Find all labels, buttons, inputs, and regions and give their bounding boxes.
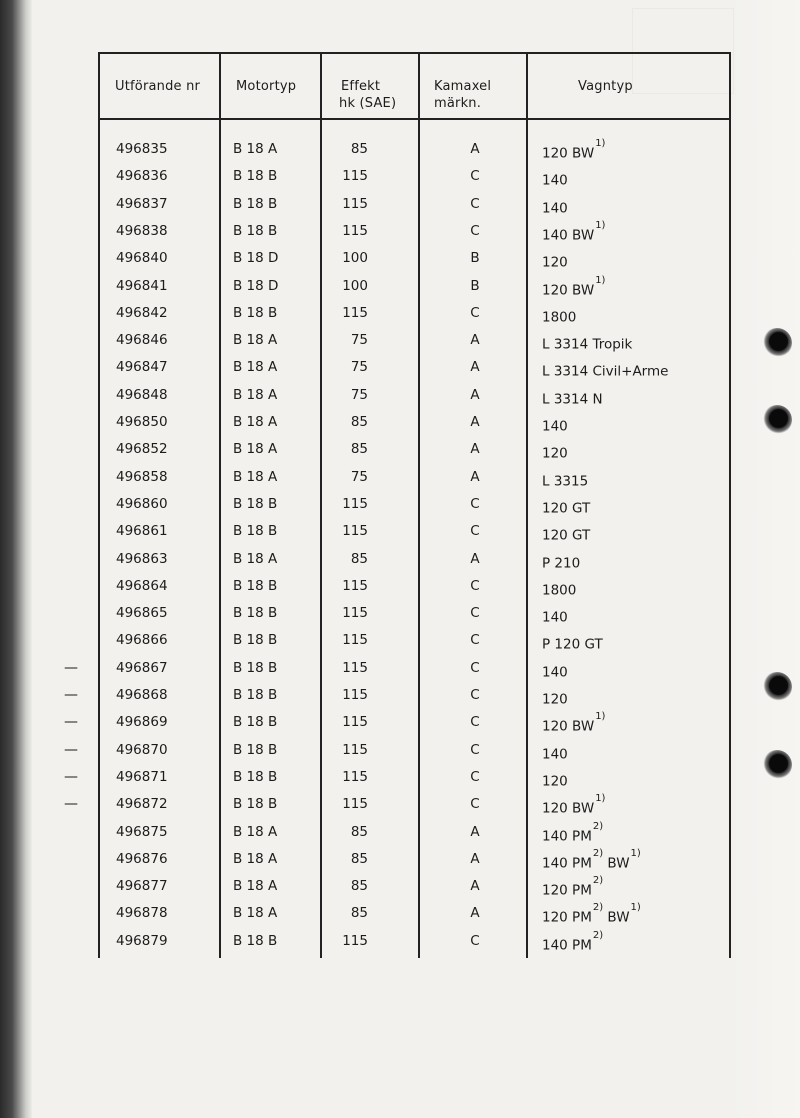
cell-utforande-nr: 496852	[116, 441, 168, 458]
cell-kamaxel: A	[470, 823, 480, 840]
cell-kamaxel: C	[470, 495, 480, 512]
vagntyp-text: 1800	[542, 582, 577, 599]
cell-kamaxel: A	[470, 332, 480, 349]
cell-effekt: 115	[342, 714, 368, 731]
vagntyp-text: L 3314 Civil+Arme	[542, 363, 669, 380]
row-marker-dash: —	[64, 796, 78, 813]
cell-utforande-nr: 496838	[116, 222, 168, 239]
cell-utforande-nr: 496870	[116, 741, 168, 758]
cell-effekt: 75	[350, 468, 368, 485]
cell-effekt: 85	[350, 823, 368, 840]
cell-effekt: 115	[342, 741, 368, 758]
cell-kamaxel: C	[470, 168, 480, 185]
cell-motortyp: B 18 B	[233, 796, 278, 813]
footnote-mark: 2)	[592, 929, 604, 941]
vagntyp-text: 120 PM	[542, 909, 592, 926]
cell-motortyp: B 18 B	[233, 523, 278, 540]
header-kamaxel: Kamaxel	[434, 79, 492, 94]
cell-vagntyp	[542, 928, 604, 960]
cell-utforande-nr: 496842	[116, 304, 168, 321]
row-marker-dash: —	[64, 768, 78, 785]
cell-motortyp: B 18 B	[233, 687, 278, 703]
vagntyp-text: 120	[542, 254, 568, 271]
cell-kamaxel: A	[470, 141, 480, 157]
table-row	[0, 163, 800, 190]
vagntyp-text: 140 BW	[542, 227, 595, 244]
cell-motortyp: B 18 A	[233, 332, 278, 349]
vagntyp-text: P 120 GT	[542, 636, 603, 653]
cell-motortyp: B 18 A	[233, 414, 278, 430]
cell-motortyp: B 18 B	[233, 195, 278, 212]
table-row	[0, 928, 800, 955]
header-separator	[98, 118, 731, 120]
cell-utforande-nr: 496865	[116, 605, 168, 622]
header-hk-sae: hk (SAE)	[339, 96, 397, 111]
table-row	[0, 900, 800, 927]
cell-motortyp: B 18 B	[233, 659, 278, 676]
vagntyp-text: L 3314 Tropik	[542, 336, 633, 353]
cell-motortyp: B 18 B	[233, 577, 278, 594]
cell-utforande-nr: 496850	[116, 414, 168, 430]
cell-kamaxel: C	[470, 687, 480, 703]
vagntyp-text: 120	[542, 445, 568, 462]
vagntyp-text: 140 PM	[542, 828, 592, 844]
cell-utforande-nr: 496841	[116, 277, 168, 294]
cell-kamaxel: B	[470, 277, 480, 294]
table-row	[0, 846, 800, 873]
table-row	[0, 191, 800, 218]
cell-kamaxel: A	[470, 550, 480, 567]
cell-kamaxel: C	[470, 523, 480, 540]
table-row	[0, 354, 800, 381]
cell-motortyp: B 18 A	[233, 359, 278, 376]
cell-utforande-nr: 496861	[116, 523, 168, 540]
cell-utforande-nr: 496872	[116, 796, 168, 813]
vagntyp-text: 120 GT	[542, 500, 591, 517]
cell-effekt: 115	[342, 796, 368, 813]
cell-kamaxel: C	[470, 222, 480, 239]
table-row	[0, 218, 800, 245]
cell-motortyp: B 18 B	[233, 632, 278, 649]
cell-effekt: 100	[342, 250, 368, 267]
table-row	[0, 682, 800, 709]
vagntyp-text: 140	[542, 746, 568, 763]
cell-motortyp: B 18 A	[233, 823, 278, 840]
cell-motortyp: B 18 A	[233, 905, 278, 922]
cell-effekt: 115	[342, 687, 368, 703]
cell-kamaxel: C	[470, 768, 480, 785]
vagntyp-text: 140 PM	[542, 855, 592, 872]
cell-kamaxel: A	[470, 850, 480, 867]
cell-utforande-nr: 496875	[116, 823, 168, 840]
binder-hole	[762, 328, 792, 358]
vagntyp-text: L 3315	[542, 473, 589, 490]
cell-effekt: 115	[342, 195, 368, 212]
table-row	[0, 436, 800, 463]
table-row	[0, 518, 800, 545]
cell-utforande-nr: 496863	[116, 550, 168, 567]
cell-motortyp: B 18 B	[233, 605, 278, 622]
table-row	[0, 546, 800, 573]
cell-motortyp: B 18 A	[233, 386, 278, 403]
row-marker-dash: —	[64, 687, 78, 703]
cell-utforande-nr: 496876	[116, 850, 168, 867]
header-utforande-nr: Utförande nr	[115, 79, 201, 94]
cell-kamaxel: A	[470, 386, 480, 403]
vagntyp-text: 1800	[542, 309, 577, 326]
header-vagntyp: Vagntyp	[578, 79, 633, 94]
header-motortyp: Motortyp	[236, 79, 297, 94]
cell-motortyp: B 18 B	[233, 304, 278, 321]
table-row	[0, 791, 800, 818]
cell-utforande-nr: 496847	[116, 359, 168, 376]
cell-motortyp: B 18 D	[233, 277, 279, 294]
binder-hole	[762, 405, 792, 435]
cell-kamaxel: C	[470, 304, 480, 321]
binder-hole	[762, 750, 792, 780]
cell-utforande-nr: 496836	[116, 168, 168, 185]
cell-motortyp: B 18 A	[233, 850, 278, 867]
table-row	[0, 136, 800, 163]
cell-utforande-nr: 496866	[116, 632, 168, 649]
cell-effekt: 115	[342, 168, 368, 185]
cell-effekt: 115	[342, 605, 368, 622]
cell-effekt: 115	[342, 304, 368, 321]
vagntyp-text: L 3314 N	[542, 391, 603, 408]
cell-effekt: 85	[350, 878, 368, 895]
binder-hole	[762, 672, 792, 702]
cell-effekt: 115	[342, 495, 368, 512]
cell-kamaxel: C	[470, 577, 480, 594]
table-row	[0, 600, 800, 627]
cell-kamaxel: A	[470, 359, 480, 376]
header-effekt: Effekt	[341, 79, 381, 94]
vagntyp-text: 120 BW	[542, 800, 595, 817]
cell-utforande-nr: 496840	[116, 250, 168, 267]
cell-effekt: 75	[350, 332, 368, 349]
vagntyp-text: 140	[542, 664, 568, 681]
cell-kamaxel: C	[470, 632, 480, 649]
vagntyp-text: 120 BW	[542, 145, 595, 162]
cell-effekt: 85	[350, 850, 368, 867]
cell-utforande-nr: 496864	[116, 577, 168, 594]
table-row	[0, 409, 800, 436]
table-row	[0, 573, 800, 600]
cell-utforande-nr: 496879	[116, 932, 168, 949]
cell-utforande-nr: 496837	[116, 195, 168, 212]
vagntyp-extra: BW	[603, 855, 630, 872]
table-row	[0, 245, 800, 272]
footnote-mark: 1)	[595, 219, 606, 231]
vagntyp-text: 140	[542, 609, 568, 626]
cell-effekt: 75	[350, 386, 368, 403]
footnote-mark: 1)	[595, 138, 606, 149]
vagntyp-text: 120 BW	[542, 282, 595, 298]
cell-effekt: 115	[342, 659, 368, 676]
table-row	[0, 273, 800, 300]
vagntyp-text: 140	[542, 172, 568, 189]
cell-motortyp: B 18 A	[233, 441, 278, 458]
vagntyp-text: 120 PM	[542, 882, 592, 899]
cell-utforande-nr: 496835	[116, 141, 168, 157]
cell-motortyp: B 18 B	[233, 168, 278, 185]
cell-effekt: 100	[342, 277, 368, 294]
cell-motortyp: B 18 D	[233, 250, 279, 267]
cell-kamaxel: C	[470, 741, 480, 758]
cell-kamaxel: C	[470, 659, 480, 676]
header-markn: märkn.	[434, 96, 482, 111]
cell-utforande-nr: 496869	[116, 714, 168, 731]
vagntyp-text: 140	[542, 418, 568, 435]
table-row	[0, 873, 800, 900]
cell-kamaxel: C	[470, 932, 480, 949]
cell-effekt: 115	[342, 932, 368, 949]
cell-effekt: 85	[350, 414, 368, 430]
vagntyp-text: 120	[542, 691, 568, 708]
cell-motortyp: B 18 B	[233, 932, 278, 949]
vagntyp-text: 140 PM	[542, 937, 592, 954]
cell-utforande-nr: 496871	[116, 768, 168, 785]
cell-motortyp: B 18 B	[233, 222, 278, 239]
cell-kamaxel: C	[470, 714, 480, 731]
cell-kamaxel: C	[470, 605, 480, 622]
table-row	[0, 382, 800, 409]
footnote-mark: 2)	[592, 820, 604, 832]
cell-utforande-nr: 496877	[116, 878, 168, 895]
table-row	[0, 327, 800, 354]
table-row	[0, 655, 800, 682]
table-row	[0, 300, 800, 327]
cell-kamaxel: C	[470, 195, 480, 212]
cell-utforande-nr: 496858	[116, 468, 168, 485]
footnote-mark: 1)	[595, 793, 606, 805]
row-marker-dash: —	[64, 659, 78, 676]
cell-motortyp: B 18 B	[233, 714, 278, 731]
cell-effekt: 115	[342, 222, 368, 239]
row-marker-dash: —	[64, 714, 78, 731]
cell-kamaxel: A	[470, 878, 480, 895]
cell-utforande-nr: 496860	[116, 495, 168, 512]
cell-effekt: 85	[350, 441, 368, 458]
cell-utforande-nr: 496878	[116, 905, 168, 922]
table-row	[0, 491, 800, 518]
vagntyp-text: 120 GT	[542, 527, 591, 544]
row-marker-dash: —	[64, 741, 78, 758]
cell-kamaxel: A	[470, 468, 480, 485]
cell-motortyp: B 18 A	[233, 550, 278, 567]
cell-motortyp: B 18 B	[233, 741, 278, 758]
table-row	[0, 709, 800, 736]
footnote-mark: 2)	[592, 875, 604, 887]
table-row	[0, 627, 800, 654]
table-row	[0, 464, 800, 491]
cell-effekt: 85	[350, 905, 368, 922]
footnote-mark: 1)	[630, 847, 641, 859]
cell-kamaxel: A	[470, 905, 480, 922]
cell-kamaxel: B	[470, 250, 480, 267]
cell-motortyp: B 18 A	[233, 468, 278, 485]
footnote-mark: 1)	[595, 711, 606, 723]
cell-effekt: 115	[342, 523, 368, 540]
cell-utforande-nr: 496848	[116, 386, 168, 403]
cell-utforande-nr: 496867	[116, 659, 168, 676]
vagntyp-extra: BW	[603, 909, 630, 926]
cell-motortyp: B 18 A	[233, 141, 278, 157]
cell-kamaxel: C	[470, 796, 480, 813]
cell-effekt: 115	[342, 577, 368, 594]
cell-motortyp: B 18 A	[233, 878, 278, 895]
cell-kamaxel: A	[470, 441, 480, 458]
footnote-mark: 2)	[592, 847, 604, 859]
table-row	[0, 764, 800, 791]
table-row	[0, 819, 800, 846]
table-row	[0, 737, 800, 764]
vagntyp-text: 120	[542, 773, 568, 790]
cell-utforande-nr: 496846	[116, 332, 168, 349]
vagntyp-text: 120 BW	[542, 718, 595, 735]
cell-effekt: 115	[342, 632, 368, 649]
cell-effekt: 115	[342, 768, 368, 785]
cell-motortyp: B 18 B	[233, 495, 278, 512]
cell-kamaxel: A	[470, 414, 480, 430]
footnote-mark: 2)	[592, 902, 604, 914]
cell-effekt: 85	[350, 141, 368, 157]
cell-utforande-nr: 496868	[116, 687, 168, 703]
footnote-mark: 1)	[595, 274, 606, 286]
vagntyp-text: P 210	[542, 555, 581, 571]
cell-effekt: 75	[350, 359, 368, 376]
vagntyp-text: 140	[542, 200, 568, 217]
cell-effekt: 85	[350, 550, 368, 567]
cell-motortyp: B 18 B	[233, 768, 278, 785]
footnote-mark: 1)	[630, 902, 641, 914]
